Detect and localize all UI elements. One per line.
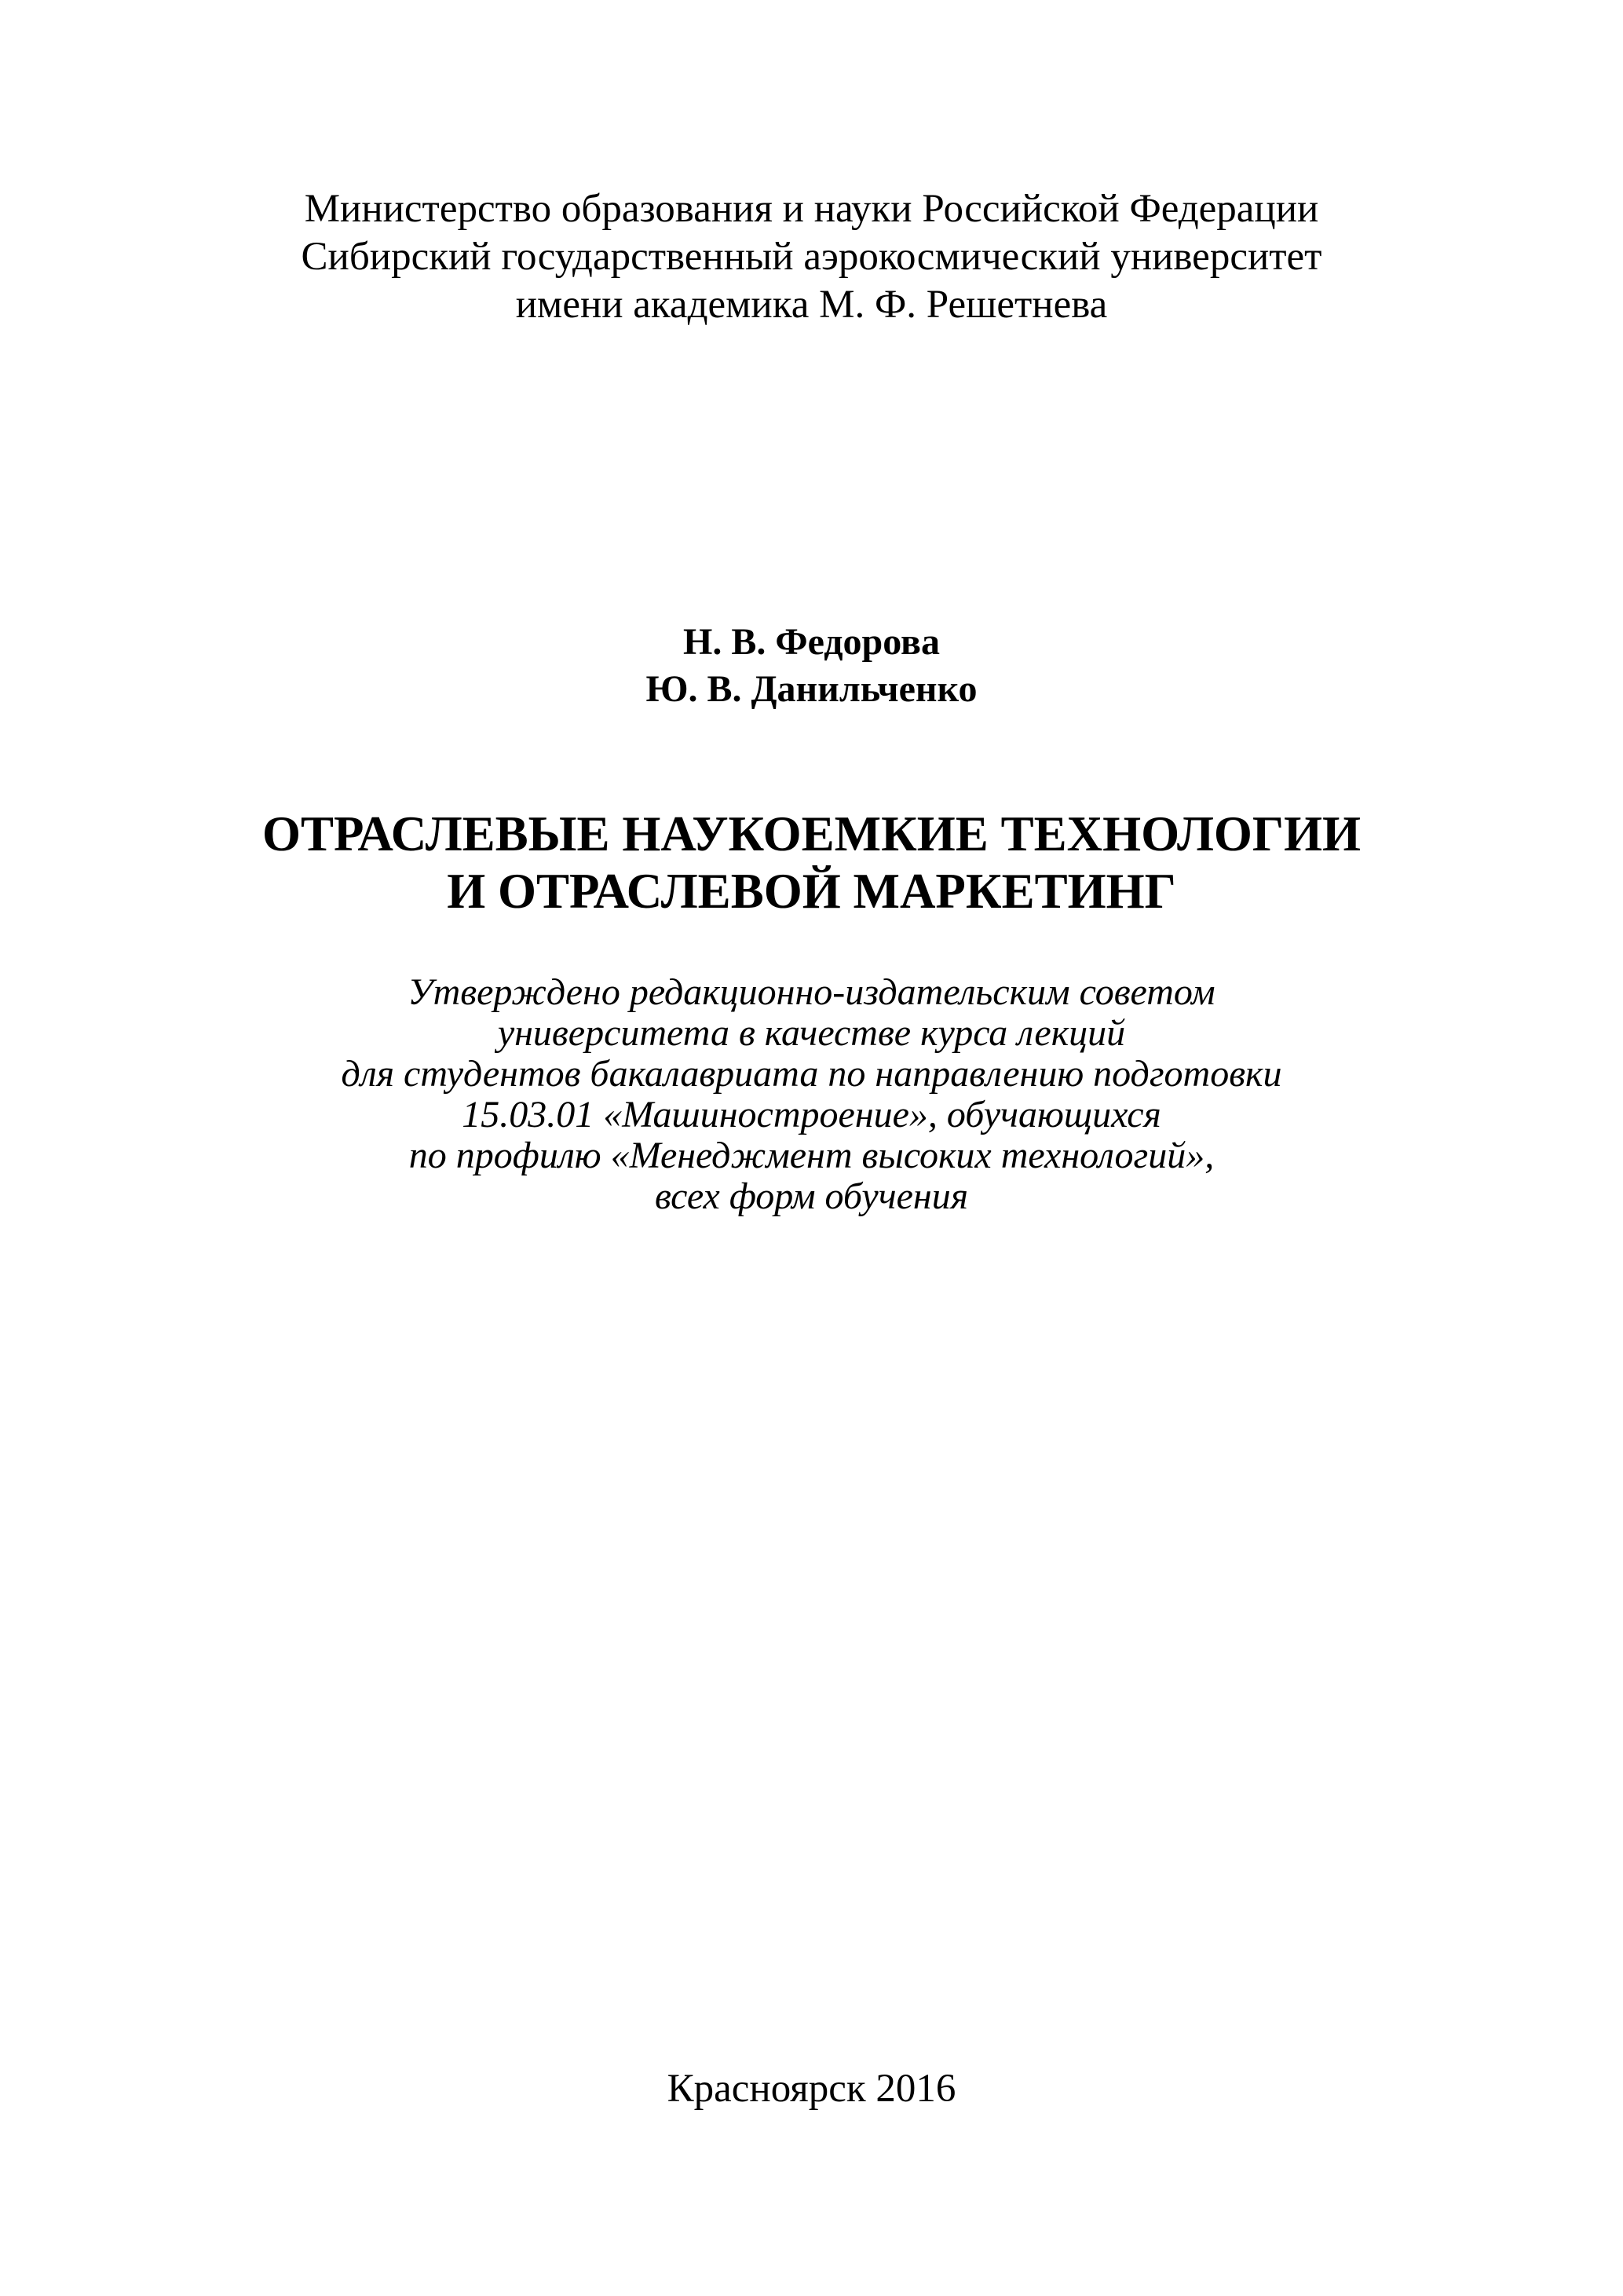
university-honorific-line: имени академика М. Ф. Решетнева bbox=[515, 283, 1108, 327]
approval-line: 15.03.01 «Машиностроение», обучающихся bbox=[462, 1094, 1161, 1135]
approval-line: для студентов бакалавриата по направлению подготовки bbox=[341, 1053, 1282, 1095]
approval-line: по профилю «Менеджмент высоких технологий», bbox=[408, 1135, 1215, 1176]
approval-line: Утверждено редакционно-издательским советом bbox=[408, 971, 1215, 1013]
approval-line: университета в качестве курса лекций bbox=[497, 1012, 1126, 1054]
institution-block bbox=[0, 185, 1623, 329]
university-line: Сибирский государственный аэрокосмический университет bbox=[301, 235, 1322, 279]
approval-statement bbox=[0, 972, 1623, 1217]
author-name: Н. В. Федорова bbox=[683, 621, 940, 663]
ministry-line: Министерство образования и науки Российской Федерации bbox=[304, 187, 1319, 231]
approval-line: всех форм обучения bbox=[654, 1175, 969, 1217]
authors-block bbox=[0, 619, 1623, 713]
book-title-line: И ОТРАСЛЕВОЙ МАРКЕТИНГ bbox=[447, 864, 1176, 919]
imprint-city-year bbox=[0, 2065, 1623, 2112]
city-year-text: Красноярск 2016 bbox=[667, 2067, 956, 2111]
book-title bbox=[0, 806, 1623, 920]
author-name: Ю. В. Данильченко bbox=[645, 668, 978, 710]
book-title-line: ОТРАСЛЕВЫЕ НАУКОЕМКИЕ ТЕХНОЛОГИИ bbox=[261, 806, 1362, 861]
